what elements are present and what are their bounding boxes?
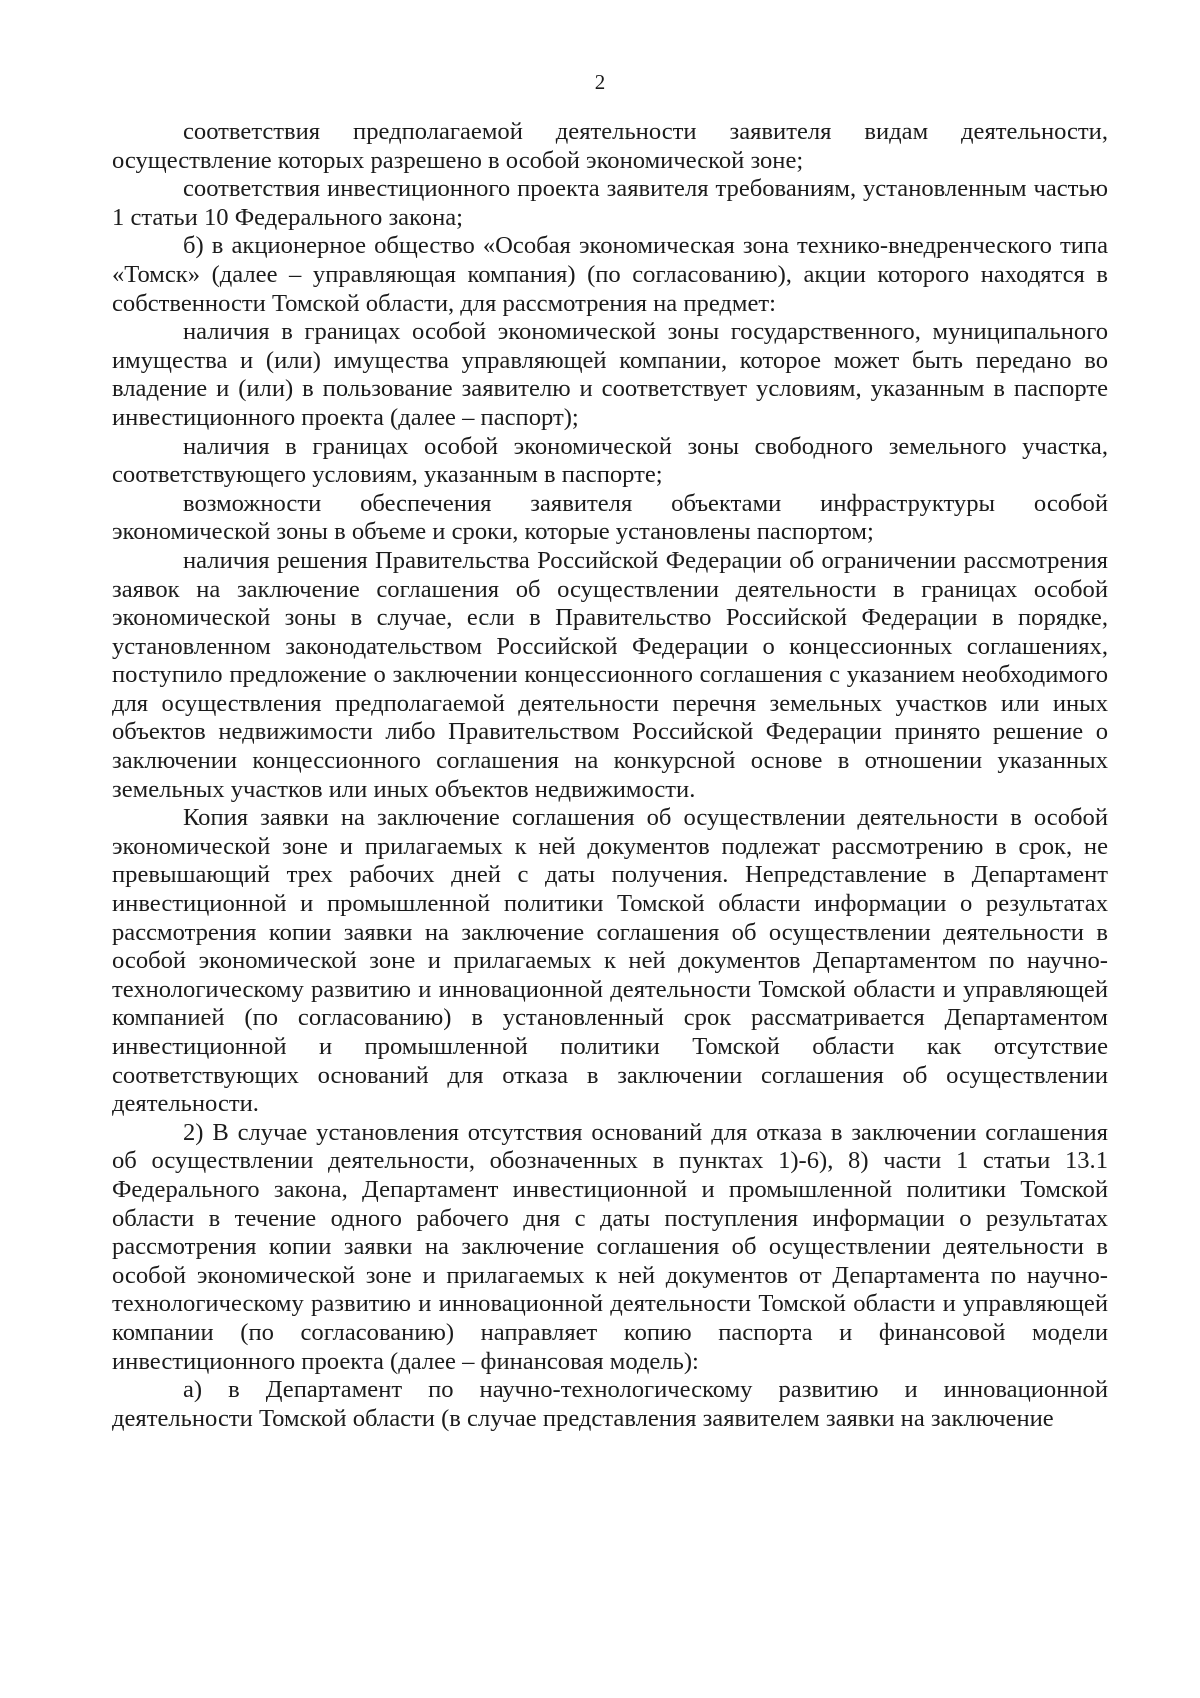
paragraph: наличия в границах особой экономической зоны свободного земельного участка, соответствующего условиям, указанным в паспорте; [112,432,1108,489]
paragraph: соответствия предполагаемой деятельности заявителя видам деятельности, осуществление которых разрешено в особой экономической зоне; [112,118,1108,174]
paragraph: возможности обеспечения заявителя объектами инфраструктуры особой экономической зоны в объеме и сроки, которые установлены паспортом; [112,489,1108,546]
paragraph: а) в Департамент по научно-технологическому развитию и инновационной деятельности Томской области (в случае представления заявителем заявки на заключение [112,1376,1108,1432]
paragraph: б) в акционерное общество «Особая экономическая зона технико-внедренческого типа «Томск» (далее – управляющая компания) (по согласованию), акции которого находятся в собственности Томской области, для рассмотрения на предмет: [112,232,1108,317]
paragraph: 2) В случае установления отсутствия оснований для отказа в заключении соглашения об осуществлении деятельности, обозначенных в пунктах 1)-6), 8) части 1 статьи 13.1 Федерального закона, Департамент инвестиционной и промышленной политики Томской области в течение одного рабочего дня с даты поступления информации о результатах рассмотрения копии заявки на заключение соглашения об осуществлении деятельности в особой экономической зоне и прилагаемых к ней документов от Департамента по научно-технологическому развитию и инновационной деятельности Томской области и управляющей компании (по согласованию) направляет копию паспорта и финансовой модели инвестиционного проекта (далее – финансовая модель): [112,1118,1108,1375]
paragraph: Копия заявки на заключение соглашения об осуществлении деятельности в особой экономической зоне и прилагаемых к ней документов подлежат рассмотрению в срок, не превышающий трех рабочих дней с даты получения. Непредставление в Департамент инвестиционной и промышленной политики Томской области информации о результатах рассмотрения копии заявки на заключение соглашения об осуществлении деятельности в особой экономической зоне и прилагаемых к ней документов Департаментом по научно-технологическому развитию и инновационной деятельности Томской области и управляющей компанией (по согласованию) в установленный срок рассматривается Департаментом инвестиционной и промышленной политики Томской области как отсутствие соответствующих оснований для отказа в заключении соглашения об осуществлении деятельности. [112,804,1108,1118]
page-number: 2 [594,70,606,94]
document-body [112,118,1108,1433]
paragraph: наличия решения Правительства Российской Федерации об ограничении рассмотрения заявок на заключение соглашения об осуществлении деятельности в границах особой экономической зоны в случае, если в Правительство Российской Федерации в порядке, установленном законодательством Российской Федерации о концессионных соглашениях, поступило предложение о заключении концессионного соглашения с указанием необходимого для осуществления предполагаемой деятельности перечня земельных участков или иных объектов недвижимости либо Правительством Российской Федерации принято решение о заключении концессионного соглашения на конкурсной основе в отношении указанных земельных участков или иных объектов недвижимости. [112,546,1108,803]
paragraph: соответствия инвестиционного проекта заявителя требованиям, установленным частью 1 статьи 10 Федерального закона; [112,175,1108,231]
paragraph: наличия в границах особой экономической зоны государственного, муниципального имущества и (или) имущества управляющей компании, которое может быть передано во владение и (или) в пользование заявителю и соответствует условиям, указанным в паспорте инвестиционного проекта (далее – паспорт); [112,318,1108,431]
